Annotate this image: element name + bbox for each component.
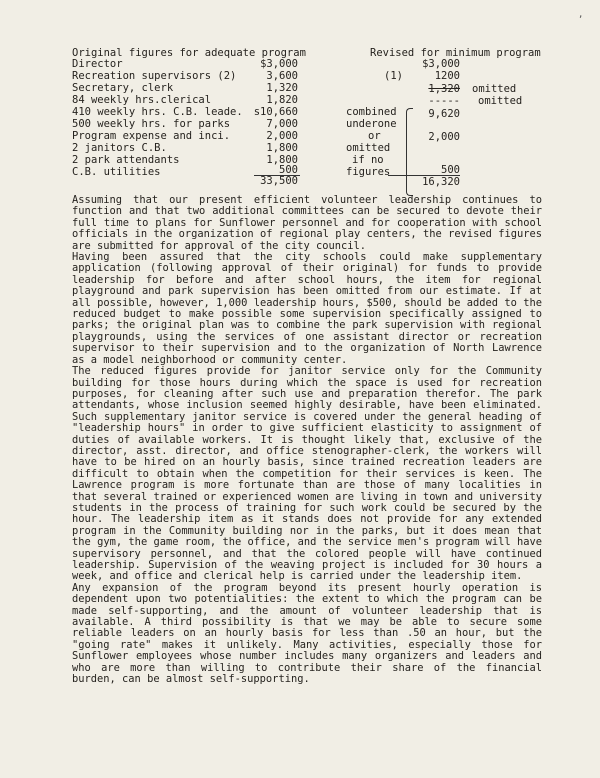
revised-supervisor-amount: 1200 bbox=[434, 70, 460, 82]
revised-supervisor-marker: (1) bbox=[384, 70, 403, 82]
original-item-label: Recreation supervisors (2) bbox=[72, 70, 237, 82]
combined-brace bbox=[406, 108, 413, 196]
original-item-amount: $3,000 bbox=[260, 58, 298, 70]
original-item-label: Program expense and inci. bbox=[72, 130, 231, 142]
original-item-amount: 7,000 bbox=[266, 118, 298, 130]
original-item-amount: 1,800 bbox=[266, 154, 298, 166]
original-item-label: 2 janitors C.B. bbox=[72, 142, 167, 154]
combined-note-line: omitted bbox=[346, 142, 391, 154]
paragraph: The reduced figures provide for janitor service only for the Community building for those hours during which the space is used for recreation purposes, for cleaning after such use and preparation therefor. The park attendants, whose inclusion seemed highly desirable, have been eliminated. Such supplementary janitor service is covered under the general heading of "leadership hours" in order to give sufficient elasticity to assignment of duties of available workers. It is thought likely that, exclusive of the director, asst. director, and office stenographer-clerk, the workers will have to be hired on an hourly basis, since trained recreation leaders are difficult to obtain when the competition for their services is keen. The Lawrence program is more fortunate than are those of many localities in that several trained or experienced women are living in town and university students in the process of training for such work could be secured by the hour. The leadership item as it stands does not provide for any extended program in the Community building nor in the parks, but it does mean that the gym, the game room, the office, and the service men's program will have supervisory personnel, and that the colored people will have continued leadership. Supervision of the weaving project is included for 30 hours a week, and office and clerical help is carried under the leadership item. bbox=[72, 365, 542, 583]
combined-note-line: or bbox=[368, 130, 381, 142]
original-heading: Original figures for adequate program bbox=[72, 47, 306, 59]
combined-note-line: if no bbox=[352, 154, 384, 166]
revised-heading: Revised for minimum program bbox=[370, 47, 541, 59]
paragraph: Any expansion of the program beyond its present hourly operation is dependent upon two potentialities: the extent to which the program can be made self-supporting, and the amount of volunteer leadership that is available. A third possibility is that we may be able to secure some reliable leaders on an hourly basis for less than .50 an hour, but the "going rate" makes it unlikely. Many activities, especially those for Sunflower employees whose number includes many organizers and leaders and who are more than willing to contribute their share of the financial burden, can be almost self-supporting. bbox=[72, 581, 542, 686]
revised-omitted-1: omitted bbox=[472, 83, 517, 95]
original-total: 33,500 bbox=[260, 175, 298, 187]
revised-program-expense: 2,000 bbox=[428, 131, 460, 143]
combined-note-line: combined bbox=[346, 106, 397, 118]
original-item-label: Secretary, clerk bbox=[72, 82, 174, 94]
original-item-amount: 1,820 bbox=[266, 94, 298, 106]
combined-note-line: figures bbox=[346, 166, 391, 178]
corner-mark: , bbox=[578, 10, 584, 20]
original-item-amount: 500 bbox=[279, 164, 298, 176]
original-item-label: 500 weekly hrs. for parks bbox=[72, 118, 231, 130]
revised-director: $3,000 bbox=[422, 58, 460, 70]
original-item-amount: s10,660 bbox=[253, 106, 298, 118]
original-item-label: 84 weekly hrs.clerical bbox=[72, 94, 212, 106]
original-item-amount: 1,320 bbox=[266, 82, 298, 94]
original-item-amount: 2,000 bbox=[266, 130, 298, 142]
original-item-amount: 3,600 bbox=[266, 70, 298, 82]
revised-secretary-amount: 1,320 bbox=[428, 83, 460, 95]
paragraph: Assuming that our present efficient volunteer leadership continues to function and that two additional committees can be secured to devote their full time to plans for Sunflower personnel and for cooperation with school officials in the organization of regional play centers, the revised figures are submitted for approval of the city council. bbox=[72, 194, 542, 252]
original-item-label: C.B. utilities bbox=[72, 166, 161, 178]
revised-combined-amount: 9,620 bbox=[428, 108, 460, 120]
original-item-label: 2 park attendants bbox=[72, 154, 180, 166]
body-text bbox=[72, 195, 542, 685]
revised-dashes: ----- bbox=[428, 95, 460, 107]
original-item-label: 410 weekly hrs. C.B. leade. bbox=[72, 106, 243, 118]
revised-total: 16,320 bbox=[422, 176, 460, 188]
revised-utilities: 500 bbox=[441, 164, 460, 176]
original-item-label: Director bbox=[72, 58, 123, 70]
paragraph: Having been assured that the city schools could make supplementary application (following approval of their original) for funds to provide leadership for before and after school hours, the item for regional playground and park supervision has been omitted from our estimate. If at all possible, however, 1,000 leadership hours, $500, should be added to the reduced budget to make possible some supervision specifically assigned to parks; the original plan was to combine the park supervision with regional playgrounds, using the services of one assistant director or recreation supervisor to their supervision and to the organization of North Lawrence as a model neighborhood or community center. bbox=[72, 251, 542, 366]
original-item-amount: 1,800 bbox=[266, 142, 298, 154]
combined-note-line: underone bbox=[346, 118, 397, 130]
revised-omitted-2: omitted bbox=[478, 95, 523, 107]
